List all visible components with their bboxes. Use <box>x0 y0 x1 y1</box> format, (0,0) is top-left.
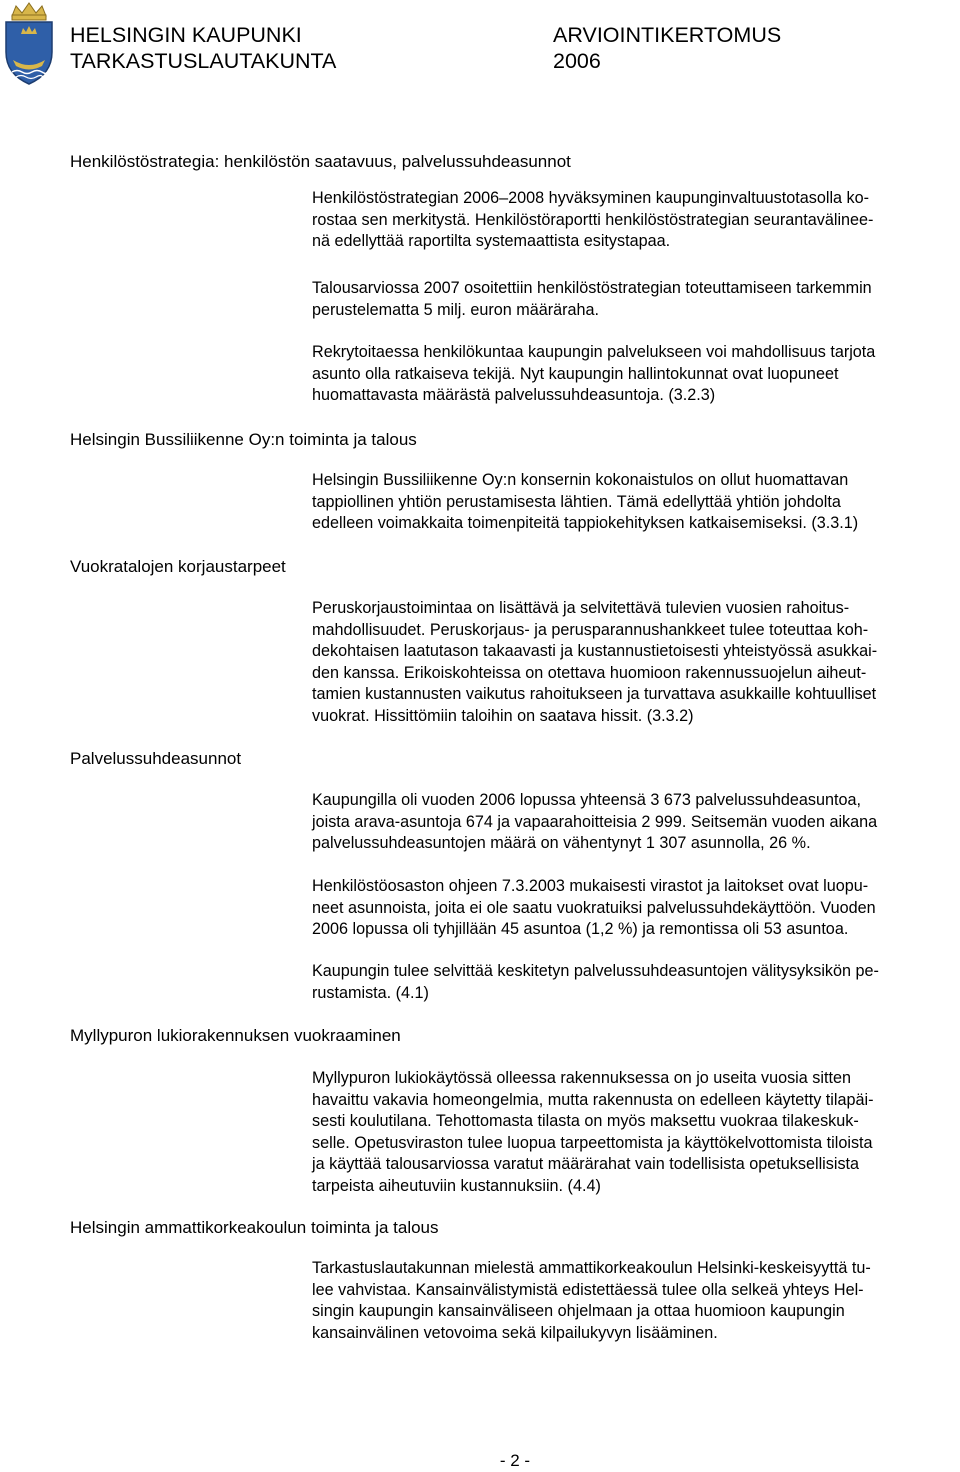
section-heading-myllypuro: Myllypuron lukiorakennuksen vuokraaminen <box>70 1026 401 1045</box>
paragraph-line: Henkilöstöosaston ohjeen 7.3.2003 mukaisesti virastot ja laitokset ovat luopu- <box>312 877 869 895</box>
paragraph-line: mahdollisuudet. Peruskorjaus- ja perusparannushankkeet tulee toteuttaa koh- <box>312 620 869 639</box>
paragraph-line: joista arava-asuntoja 674 ja vapaarahoitteisia 2 999. Seitsemän vuoden aikana <box>312 812 878 831</box>
organization-name: HELSINGIN KAUPUNKI <box>70 23 302 47</box>
paragraph-line: Helsingin Bussiliikenne Oy:n konsernin kokonaistulos on ollut huomattavan <box>312 471 849 489</box>
paragraph-line: kansainvälinen vetovoima sekä kilpailukyvyn lisääminen. <box>312 1323 718 1342</box>
paragraph-line: palvelussuhdeasuntojen määrä on vähentynyt 1 307 asunnolla, 26 %. <box>312 834 811 852</box>
paragraph-line: nä edellyttää raportilta systemaattista esitystapaa. <box>312 232 671 250</box>
paragraph-line: rustamista. (4.1) <box>312 983 429 1002</box>
paragraph-line: asunto olla ratkaiseva tekijä. Nyt kaupungin hallintokunnat ovat luopuneet <box>312 364 839 383</box>
paragraph-line: ja käyttää talousarviossa varatut määrärahat vain todellisista opetuksellisista <box>312 1155 860 1173</box>
paragraph-line: Talousarviossa 2007 osoitettiin henkilöstöstrategian toteuttamiseen tarkemmin <box>312 279 872 297</box>
paragraph-line: lee vahvistaa. Kansainvälistymistä edistettäessä tulee olla selkeä yhteys Hel- <box>312 1280 864 1299</box>
paragraph-line: Tarkastuslautakunnan mielestä ammattikorkeakoulun Helsinki-keskeisyyttä tu- <box>312 1259 871 1277</box>
paragraph-line: Peruskorjaustoimintaa on lisättävä ja selvitettävä tulevien vuosien rahoitus- <box>312 599 850 617</box>
document-year: 2006 <box>553 49 601 73</box>
paragraph <box>312 188 958 253</box>
organization-unit: TARKASTUSLAUTAKUNTA <box>70 49 337 73</box>
paragraph-line: tamien kustannusten vaikutus rahoitukseen ja turvattava asukkaille kohtuulliset <box>312 685 877 703</box>
section-heading-henkilostostrategia: Henkilöstöstrategia: henkilöstön saatavuus, palvelussuhdeasunnot <box>70 152 571 171</box>
paragraph-line: tappiollinen yhtiön perustamisesta lähtien. Tämä edellyttää yhtiön johdolta <box>312 492 841 511</box>
paragraph-line: Kaupungilla oli vuoden 2006 lopussa yhteensä 3 673 palvelussuhdeasuntoa, <box>312 791 861 809</box>
page-number: - 2 - <box>499 1451 531 1470</box>
paragraph-line: Henkilöstöstrategian 2006–2008 hyväksyminen kaupunginvaltuustotasolla ko- <box>312 189 870 207</box>
paragraph-line: den kanssa. Erikoiskohteissa on otettava huomioon rakennussuojelun aiheut- <box>312 663 867 682</box>
helsinki-crest-icon <box>0 0 58 86</box>
paragraph-line: Myllypuron lukiokäytössä olleessa rakennuksessa on jo useita vuosia sitten <box>312 1069 851 1087</box>
paragraph-line: dekohtaisen laatutason takaavasti ja kustannustietoisesti yhteistyössä asukkai- <box>312 642 878 660</box>
paragraph-line: 2006 lopussa oli tyhjillään 45 asuntoa (1,2 %) ja remontissa oli 53 asuntoa. <box>312 920 849 938</box>
paragraph-line: selle. Opetusviraston tulee luopua tarpeettomista ja käyttökelvottomista tiloista <box>312 1133 873 1152</box>
paragraph-line: perustelematta 5 milj. euron määräraha. <box>312 300 600 319</box>
paragraph <box>312 470 958 535</box>
paragraph <box>312 876 958 941</box>
paragraph-line: Rekrytoitaessa henkilökuntaa kaupungin palvelukseen voi mahdollisuus tarjota <box>312 343 876 361</box>
paragraph <box>312 1258 958 1344</box>
paragraph-line: singin kaupungin kansainväliseen ohjelmaan ja ottaa huomioon kaupungin <box>312 1302 845 1320</box>
section-heading-vuokratalot: Vuokratalojen korjaustarpeet <box>70 557 286 576</box>
paragraph <box>312 598 958 727</box>
paragraph-line: edelleen voimakkaita toimenpiteitä tappiokehityksen katkaisemiseksi. (3.3.1) <box>312 514 859 532</box>
section-heading-palvelussuhdeasunnot: Palvelussuhdeasunnot <box>70 749 242 768</box>
paragraph <box>312 278 958 321</box>
section-heading-bussiliikenne: Helsingin Bussiliikenne Oy:n toiminta ja talous <box>70 430 417 449</box>
paragraph <box>312 790 958 855</box>
paragraph-line: tarpeista aiheutuviin kustannuksiin. (4.4) <box>312 1176 601 1195</box>
paragraph <box>312 961 958 1004</box>
paragraph-line: sesti koulutilana. Tehottomasta tilasta on myös maksettu vuokraa tilakeskuk- <box>312 1112 859 1130</box>
paragraph-line: rostaa sen merkitystä. Henkilöstöraportti henkilöstöstrategian seurantavälinee- <box>312 210 874 229</box>
paragraph-line: huomattavasta määrästä palvelussuhdeasuntoja. (3.2.3) <box>312 386 716 404</box>
paragraph <box>312 1068 958 1197</box>
section-heading-ammattikorkeakoulu: Helsingin ammattikorkeakoulun toiminta ja talous <box>70 1218 439 1237</box>
paragraph <box>312 342 958 407</box>
paragraph-line: havaittu vakavia homeongelmia, mutta rakennusta on edelleen käytetty tilapäi- <box>312 1090 874 1109</box>
paragraph-line: vuokrat. Hissittömiin taloihin on saatava hissit. (3.3.2) <box>312 706 694 725</box>
paragraph-line: neet asunnoista, joita ei ole saatu vuokratuiksi palvelussuhdekäyttöön. Vuoden <box>312 898 876 917</box>
paragraph-line: Kaupungin tulee selvittää keskitetyn palvelussuhdeasuntojen välitysyksikön pe- <box>312 962 879 980</box>
header-organization <box>70 22 336 74</box>
header-document <box>553 22 781 74</box>
document-title: ARVIOINTIKERTOMUS <box>553 23 782 47</box>
